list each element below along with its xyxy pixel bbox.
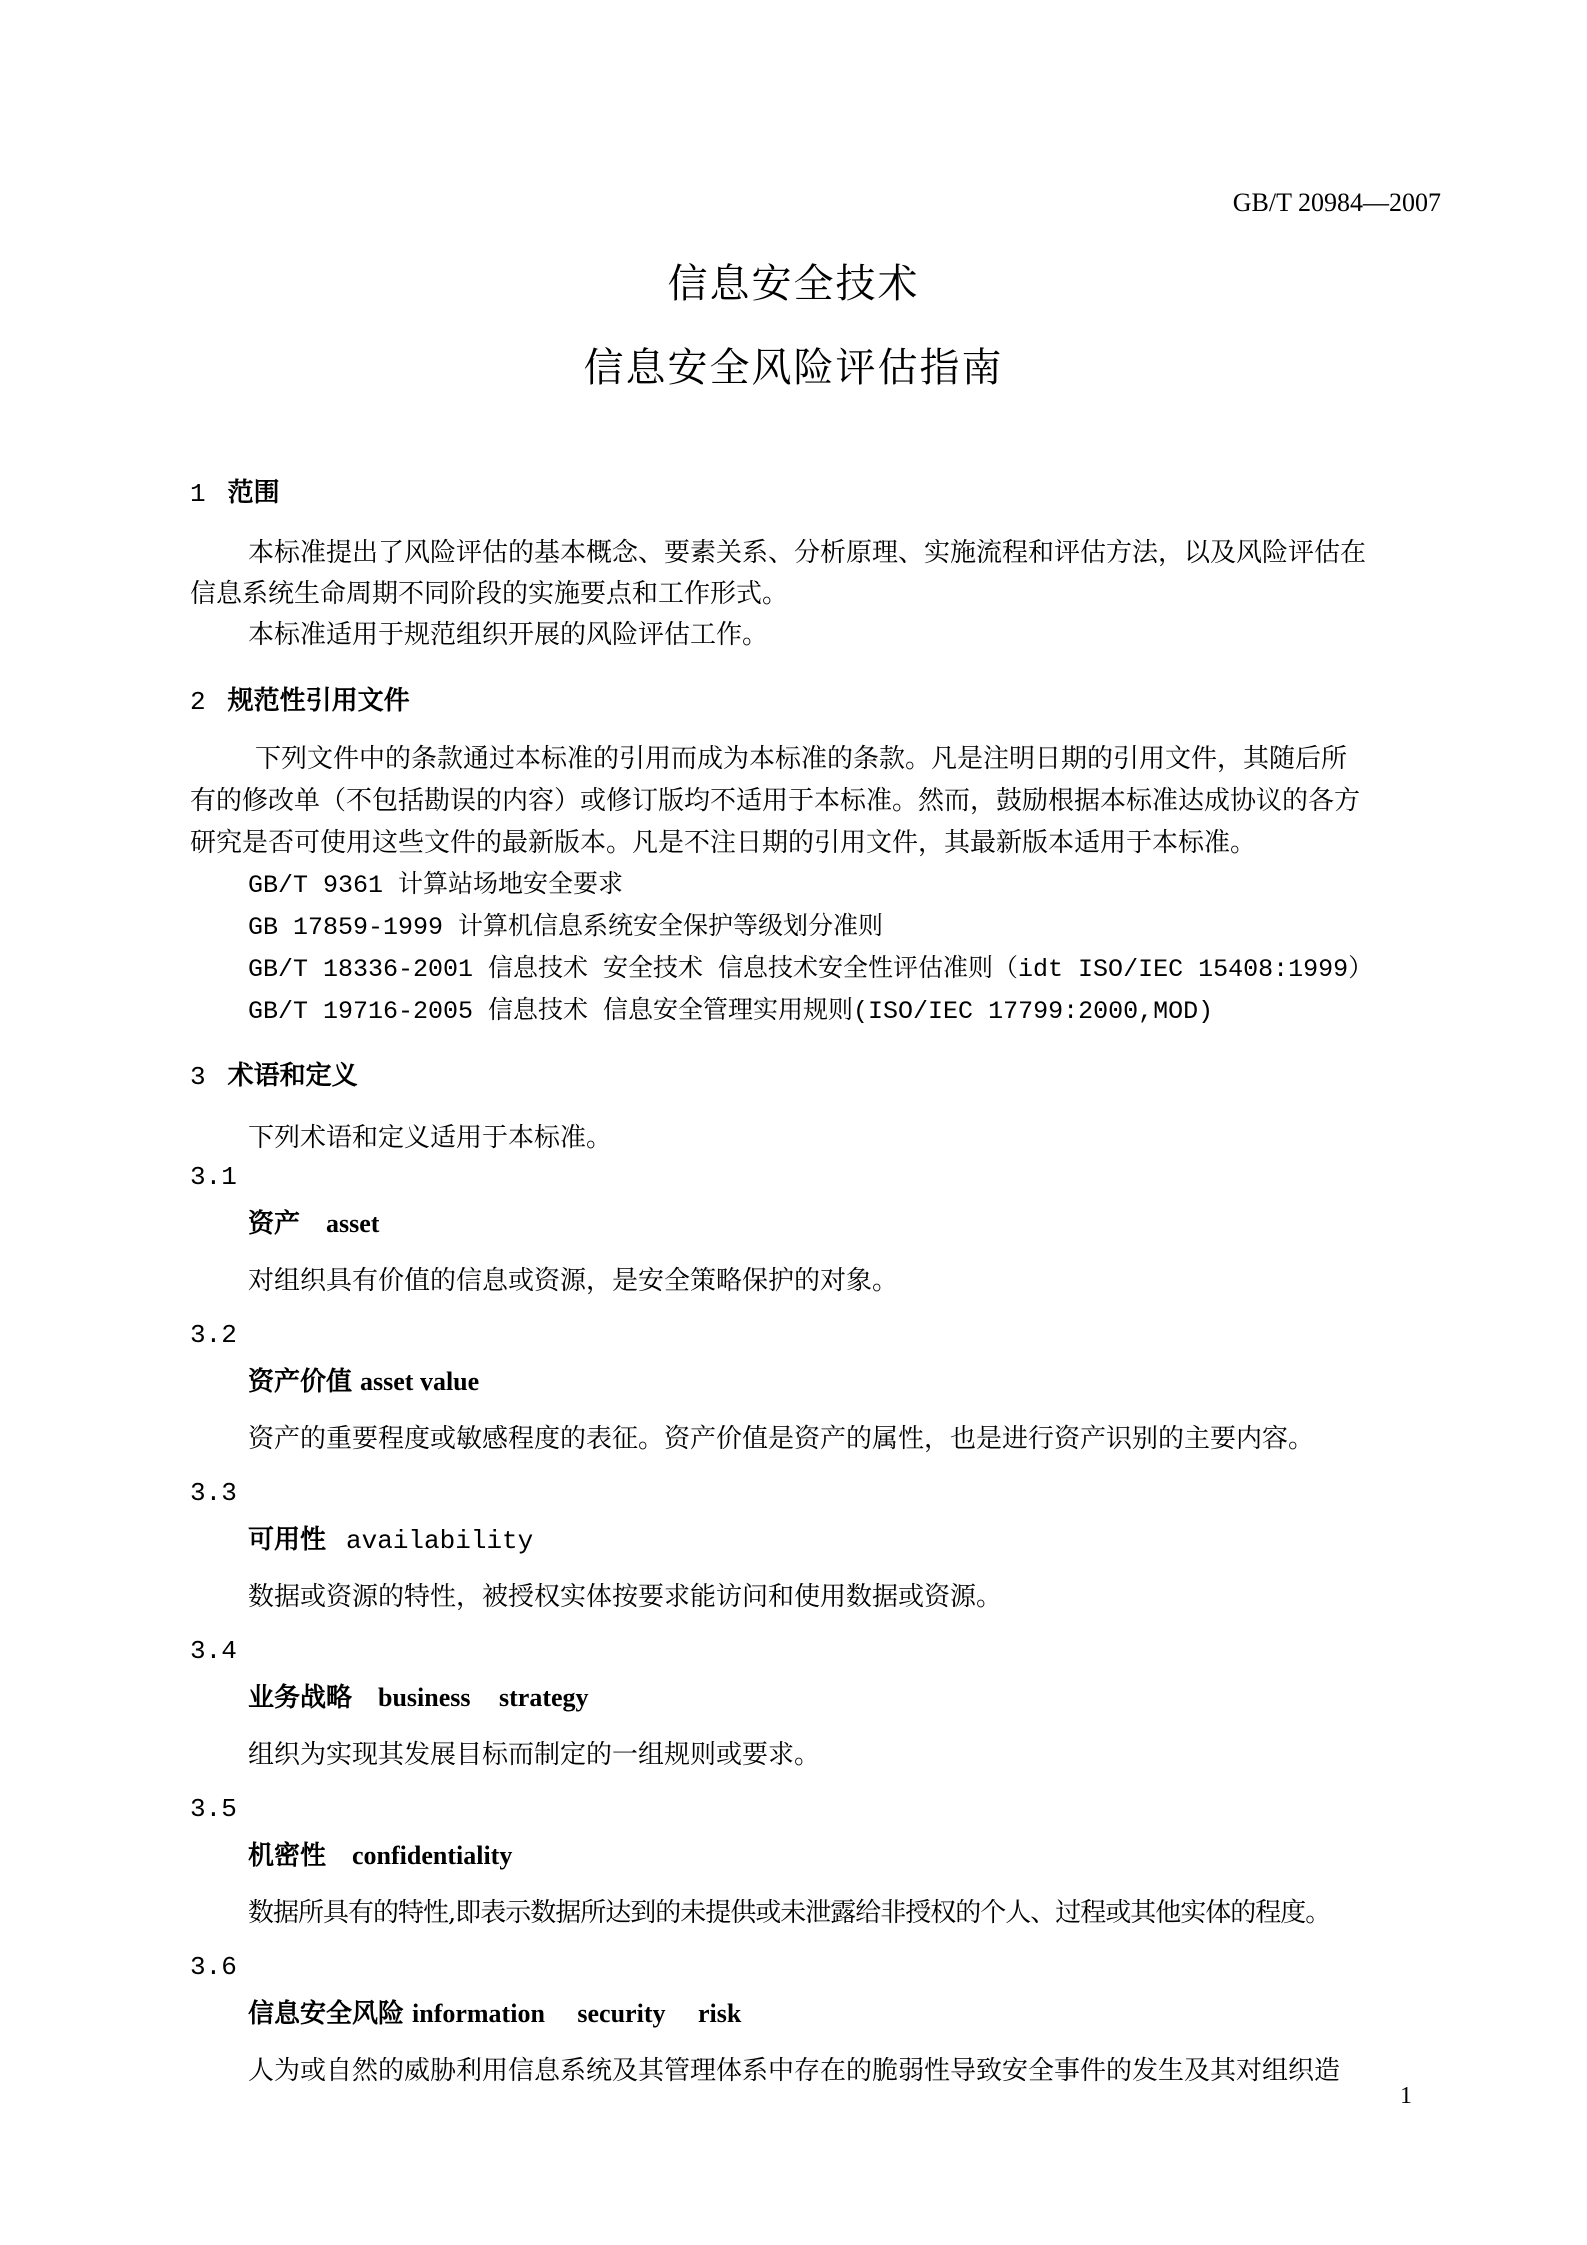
clause-number: 3.1 — [190, 1162, 237, 1192]
term-heading — [248, 1677, 589, 1714]
paragraph-line: 有的修改单（不包括勘误的内容）或修订版均不适用于本标准。然而，鼓励根据本标准达成协议的各方 — [190, 786, 1361, 816]
paragraph-line: 下列文件中的条款通过本标准的引用而成为本标准的条款。凡是注明日期的引用文件，其随后所 — [255, 744, 1348, 774]
reference-item: GB/T 18336-2001 信息技术 安全技术 信息技术安全性评估准则（idt ISO/IEC 15408:1999） — [248, 955, 1374, 984]
page-number: 1 — [1400, 2083, 1412, 2109]
clause-number: 3.5 — [190, 1794, 237, 1824]
term-zh: 资产价值 — [248, 1367, 353, 1397]
paragraph-line: 研究是否可使用这些文件的最新版本。凡是不注日期的引用文件，其最新版本适用于本标准。 — [190, 828, 1257, 858]
term-definition: 人为或自然的威胁利用信息系统及其管理体系中存在的脆弱性导致安全事件的发生及其对组织造 — [248, 2056, 1341, 2086]
term-definition: 资产的重要程度或敏感程度的表征。资产价值是资产的属性，也是进行资产识别的主要内容。 — [248, 1424, 1315, 1454]
term-en: information security risk — [412, 1999, 742, 2028]
term-en: availability — [346, 1526, 534, 1556]
document-title-line2: 信息安全风险评估指南 — [583, 345, 1004, 391]
term-heading — [248, 1835, 512, 1872]
term-zh: 机密性 — [248, 1841, 327, 1871]
section-number: 3 — [190, 1062, 206, 1092]
section-number: 2 — [190, 687, 206, 717]
term-en: business strategy — [378, 1683, 589, 1712]
term-definition: 组织为实现其发展目标而制定的一组规则或要求。 — [248, 1740, 821, 1770]
term-definition: 对组织具有价值的信息或资源，是安全策略保护的对象。 — [248, 1266, 899, 1296]
standard-number: GB/T 20984—2007 — [1232, 188, 1441, 217]
term-en: asset — [326, 1209, 380, 1238]
term-en: asset value — [360, 1367, 480, 1396]
paragraph-line: 下列术语和定义适用于本标准。 — [248, 1123, 613, 1153]
clause-number: 3.2 — [190, 1320, 237, 1350]
section-title: 规范性引用文件 — [227, 686, 410, 716]
term-en: confidentiality — [352, 1841, 513, 1870]
document-title-line1: 信息安全技术 — [667, 261, 920, 307]
term-zh: 资产 — [248, 1209, 301, 1239]
term-zh: 业务战略 — [248, 1683, 353, 1713]
reference-item: GB/T 9361 计算站场地安全要求 — [248, 871, 624, 900]
reference-item: GB/T 19716-2005 信息技术 信息安全管理实用规则(ISO/IEC 17799:2000,MOD) — [248, 997, 1214, 1026]
section-heading-2 — [190, 680, 410, 717]
reference-item: GB 17859-1999 计算机信息系统安全保护等级划分准则 — [248, 913, 884, 942]
section-title: 术语和定义 — [227, 1061, 358, 1091]
term-heading — [248, 1993, 741, 2030]
term-definition: 数据或资源的特性，被授权实体按要求能访问和使用数据或资源。 — [248, 1582, 1003, 1612]
section-heading-1 — [190, 472, 280, 509]
paragraph-line: 本标准提出了风险评估的基本概念、要素关系、分析原理、实施流程和评估方法，以及风险评估在 — [248, 538, 1367, 568]
term-zh: 信息安全风险 — [248, 1999, 405, 2029]
paragraph-line: 信息系统生命周期不同阶段的实施要点和工作形式。 — [190, 579, 789, 609]
clause-number: 3.3 — [190, 1478, 237, 1508]
term-heading — [248, 1361, 479, 1398]
term-heading — [248, 1519, 533, 1556]
section-number: 1 — [190, 479, 206, 509]
paragraph-line: 本标准适用于规范组织开展的风险评估工作。 — [248, 620, 769, 650]
term-heading — [248, 1203, 379, 1240]
clause-number: 3.4 — [190, 1636, 237, 1666]
term-definition: 数据所具有的特性,即表示数据所达到的未提供或未泄露给非授权的个人、过程或其他实体的程度。 — [248, 1898, 1331, 1928]
clause-number: 3.6 — [190, 1952, 237, 1982]
section-heading-3 — [190, 1055, 358, 1092]
section-title: 范围 — [227, 478, 280, 508]
term-zh: 可用性 — [248, 1525, 327, 1555]
